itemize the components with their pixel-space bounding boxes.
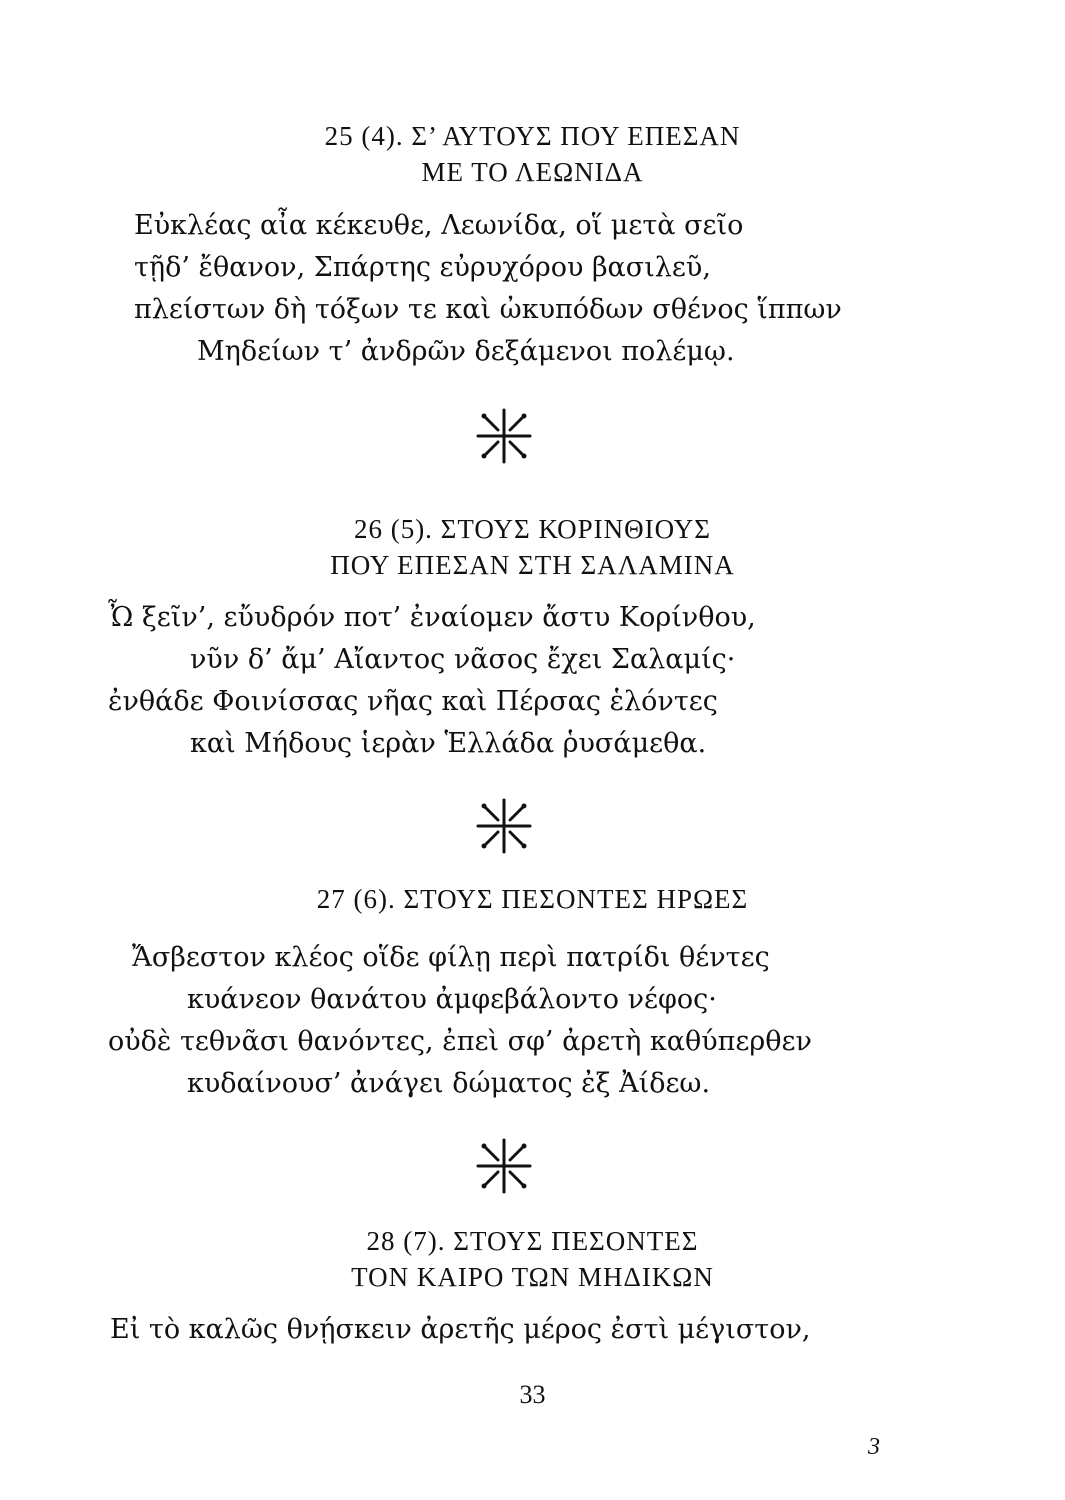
page-number: 33 <box>519 1380 546 1409</box>
poem-25-line-3: πλείστων δὴ τόξων τε καὶ ὠκυπόδων σθένος ἵππων <box>134 294 842 325</box>
poem-27-line-2: κυάνεον θανάτου ἀμφεβάλοντο νέφος· <box>187 984 717 1015</box>
poem-27-title-line-1: 27 (6). ΣΤΟΥΣ ΠΕΣΟΝΤΕΣ ΗΡΩΕΣ <box>316 884 749 914</box>
poem-25-title-line-2: ΜΕ ΤΟ ΛΕΩΝΙΔΑ <box>421 157 644 187</box>
poem-28-title-line-2: ΤΟΝ ΚΑΙΡΟ ΤΩΝ ΜΗΔΙΚΩΝ <box>351 1262 714 1292</box>
star-ornament-icon <box>472 404 536 468</box>
signature-mark: 3 <box>868 1434 880 1460</box>
star-ornament-icon <box>472 794 536 858</box>
poem-26-line-1: Ὦ ξεῖν’, εὔυδρόν ποτ’ ἐναίομεν ἄστυ Κορίνθου, <box>108 602 756 633</box>
poem-28-line-1: Εἰ τὸ καλῶς θνῄσκειν ἀρετῆς μέρος ἐστὶ μέγιστον, <box>110 1314 811 1345</box>
poem-27-line-4: κυδαίνουσ’ ἀνάγει δώματος ἐξ Ἀίδεω. <box>187 1068 711 1099</box>
poem-26-title-line-2: ΠΟΥ ΕΠΕΣΑΝ ΣΤΗ ΣΑΛΑΜΙΝΑ <box>330 550 735 580</box>
poem-27-line-3: οὐδὲ τεθνᾶσι θανόντες, ἐπεὶ σφ’ ἀρετὴ καθύπερθεν <box>108 1026 812 1057</box>
poem-25-line-1: Εὐκλέας αἶα κέκευθε, Λεωνίδα, οἵ μετὰ σεῖο <box>134 210 744 241</box>
poem-25-title-line-1: 25 (4). Σ’ ΑΥΤΟΥΣ ΠΟΥ ΕΠΕΣΑΝ <box>324 121 741 151</box>
poem-25-line-2: τῇδ’ ἔθανον, Σπάρτης εὐρυχόρου βασιλεῦ, <box>134 252 711 283</box>
poem-28-title-line-1: 28 (7). ΣΤΟΥΣ ΠΕΣΟΝΤΕΣ <box>366 1226 699 1256</box>
poem-26-line-2: νῦν δ’ ἄμ’ Αἴαντος νᾶσος ἔχει Σαλαμίς· <box>190 644 736 675</box>
poem-25-line-4: Μηδείων τ’ ἀνδρῶν δεξάμενοι πολέμῳ. <box>197 336 735 367</box>
poem-26-line-4: καὶ Μήδους ἱερὰν Ἑλλάδα ῥυσάμεθα. <box>190 728 707 759</box>
star-ornament-icon <box>472 1134 536 1198</box>
poem-27-line-1: Ἄσβεστον κλέος οἵδε φίλῃ περὶ πατρίδι θέντες <box>132 942 770 973</box>
poem-26-title-line-1: 26 (5). ΣΤΟΥΣ ΚΟΡΙΝΘΙΟΥΣ <box>353 514 712 544</box>
poem-26-line-3: ἐνθάδε Φοινίσσας νῆας καὶ Πέρσας ἑλόντες <box>108 686 718 717</box>
